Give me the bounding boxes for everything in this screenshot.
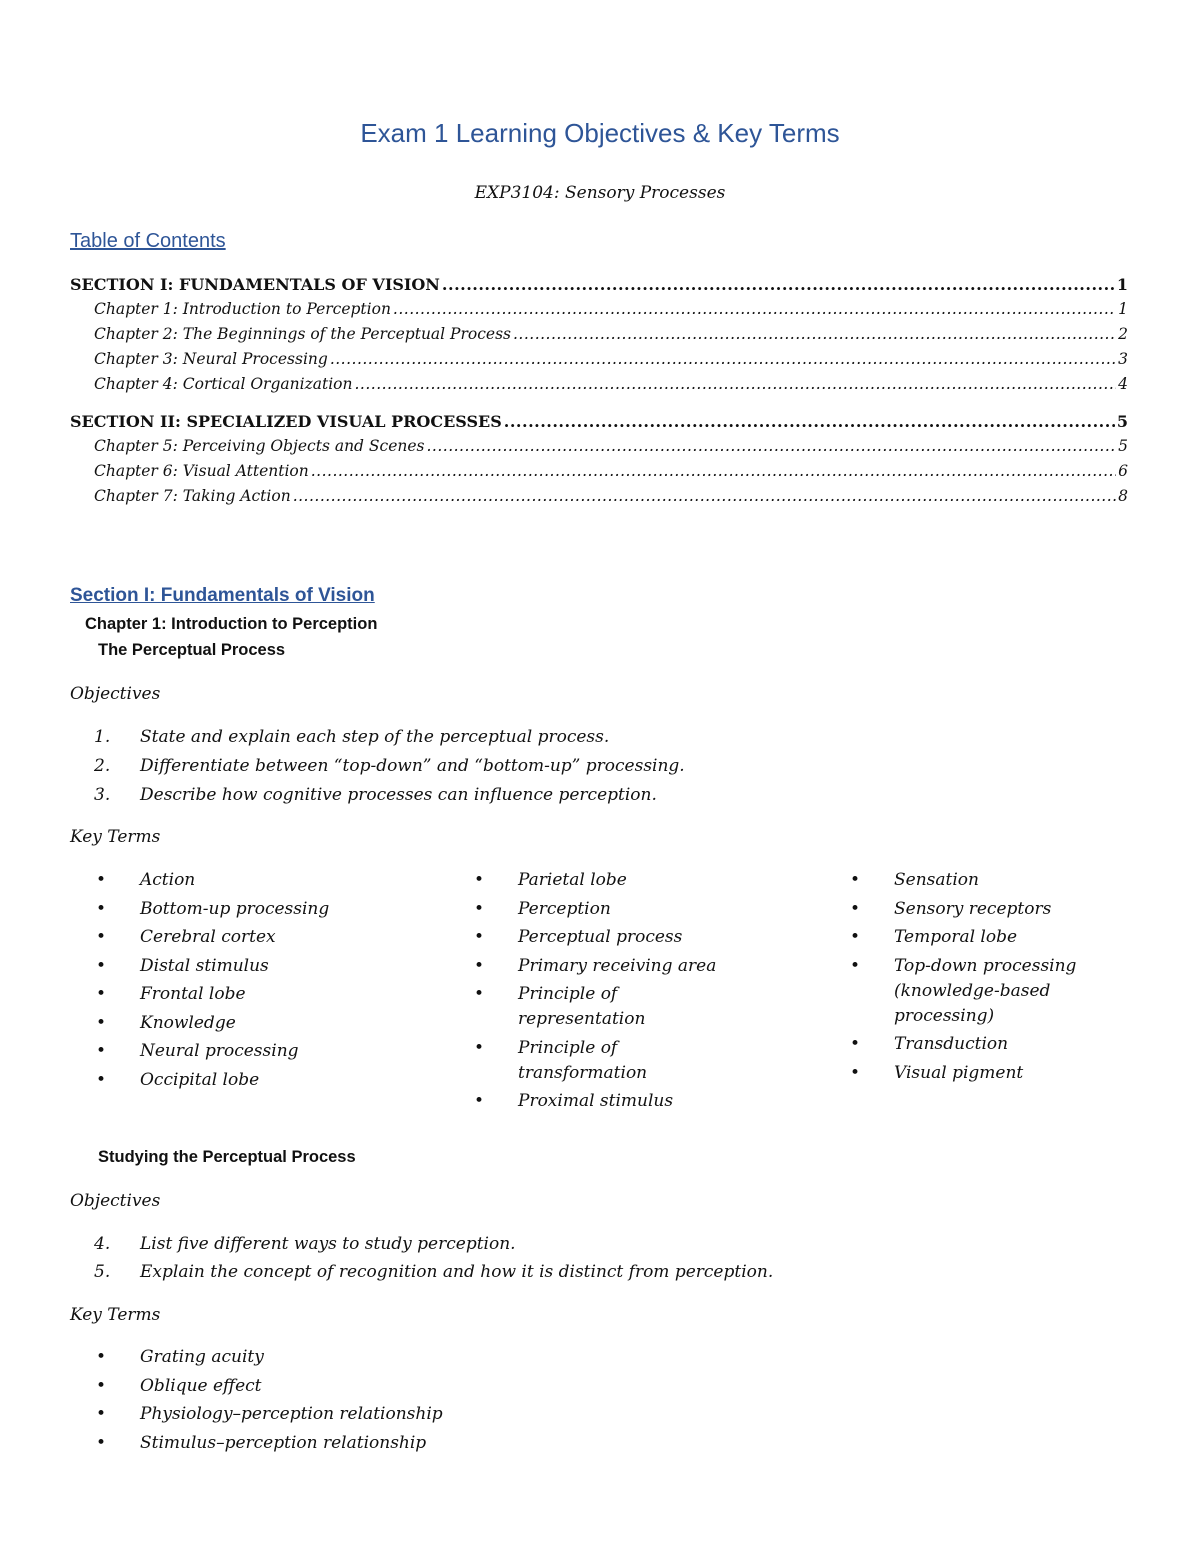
toc-leader xyxy=(330,350,1116,368)
toc-chapter-3[interactable] xyxy=(94,350,1128,368)
toc-page-number: 6 xyxy=(1118,462,1128,480)
toc-page-number: 4 xyxy=(1118,375,1128,393)
toc-section-1[interactable] xyxy=(70,275,1128,294)
subsection-heading: The Perceptual Process xyxy=(98,641,286,659)
objective-text: State and explain each step of the perceptual process. xyxy=(140,727,610,747)
key-term: • Parietal lobe xyxy=(472,868,742,893)
objective-number: 4. xyxy=(94,1234,111,1254)
toc-chapter-label: Chapter 3: Neural Processing xyxy=(94,350,328,368)
objective-text: Differentiate between “top-down” and “bottom-up” processing. xyxy=(140,756,685,776)
toc-chapter-label: Chapter 6: Visual Attention xyxy=(94,462,309,480)
key-term: • Transduction xyxy=(848,1032,1108,1057)
toc-leader xyxy=(311,462,1116,480)
toc-section-label: SECTION I: FUNDAMENTALS OF VISION xyxy=(70,275,440,294)
objective-item xyxy=(94,1262,773,1282)
key-term: • Top-down processing (knowledge-based processing) xyxy=(848,954,1094,1029)
objectives-label: Objectives xyxy=(70,684,161,704)
toc-chapter-7[interactable] xyxy=(94,487,1128,505)
key-terms-label: Key Terms xyxy=(70,827,161,847)
toc-section-label: SECTION II: SPECIALIZED VISUAL PROCESSES xyxy=(70,412,502,431)
key-term: • Stimulus–perception relationship xyxy=(94,1431,594,1456)
toc-chapter-label: Chapter 4: Cortical Organization xyxy=(94,375,353,393)
toc-heading[interactable]: Table of Contents xyxy=(70,230,226,252)
document-title: Exam 1 Learning Objectives & Key Terms xyxy=(360,118,840,148)
key-term: • Oblique effect xyxy=(94,1374,594,1399)
toc-chapter-label: Chapter 7: Taking Action xyxy=(94,487,291,505)
objective-number: 1. xyxy=(94,727,111,747)
course-subtitle: EXP3104: Sensory Processes xyxy=(474,183,726,203)
key-term: • Neural processing xyxy=(94,1039,434,1064)
key-term: • Visual pigment xyxy=(848,1061,1108,1086)
objective-item xyxy=(94,727,609,747)
key-terms-column-3 xyxy=(848,868,1108,1086)
toc-page-number: 2 xyxy=(1118,325,1128,343)
toc-page-number: 8 xyxy=(1118,487,1128,505)
objective-number: 3. xyxy=(94,785,111,805)
objective-number: 2. xyxy=(94,756,111,776)
chapter-heading: Chapter 1: Introduction to Perception xyxy=(85,615,378,633)
toc-page-number: 1 xyxy=(1116,275,1128,294)
toc-chapter-4[interactable] xyxy=(94,375,1128,393)
objective-text: Explain the concept of recognition and how it is distinct from perception. xyxy=(140,1262,774,1282)
key-term: • Principle of representation xyxy=(472,982,668,1032)
toc-section-2[interactable] xyxy=(70,412,1128,431)
objective-text: Describe how cognitive processes can influence perception. xyxy=(140,785,657,805)
objective-item xyxy=(94,756,685,776)
toc-chapter-label: Chapter 1: Introduction to Perception xyxy=(94,300,391,318)
key-term: • Distal stimulus xyxy=(94,954,434,979)
key-term: • Grating acuity xyxy=(94,1345,594,1370)
key-term: • Perception xyxy=(472,897,742,922)
key-terms-list xyxy=(94,1345,594,1456)
key-term: • Knowledge xyxy=(94,1011,434,1036)
key-terms-label: Key Terms xyxy=(70,1305,161,1325)
objective-item xyxy=(94,785,657,805)
key-term: • Proximal stimulus xyxy=(472,1089,742,1114)
toc-page-number: 5 xyxy=(1116,412,1128,431)
key-term: • Primary receiving area xyxy=(472,954,742,979)
toc-leader xyxy=(393,300,1116,318)
toc-page-number: 5 xyxy=(1118,437,1128,455)
toc-chapter-2[interactable] xyxy=(94,325,1128,343)
objective-item xyxy=(94,1234,516,1254)
key-term: • Sensation xyxy=(848,868,1108,893)
toc-leader xyxy=(504,412,1115,431)
objective-text: List five different ways to study perception. xyxy=(140,1234,516,1254)
key-term: • Principle of transformation xyxy=(472,1036,668,1086)
toc-leader xyxy=(426,437,1116,455)
key-term: • Temporal lobe xyxy=(848,925,1108,950)
key-term: • Perceptual process xyxy=(472,925,742,950)
toc-chapter-1[interactable] xyxy=(94,300,1128,318)
toc-chapter-5[interactable] xyxy=(94,437,1128,455)
section-heading[interactable]: Section I: Fundamentals of Vision xyxy=(70,585,375,606)
toc-page-number: 3 xyxy=(1118,350,1128,368)
toc-leader xyxy=(354,375,1116,393)
toc-leader xyxy=(442,275,1115,294)
key-term: • Sensory receptors xyxy=(848,897,1108,922)
toc-chapter-label: Chapter 2: The Beginnings of the Perceptual Process xyxy=(94,325,511,343)
toc-chapter-label: Chapter 5: Perceiving Objects and Scenes xyxy=(94,437,425,455)
toc-page-number: 1 xyxy=(1118,300,1128,318)
objectives-label: Objectives xyxy=(70,1191,161,1211)
key-term: • Frontal lobe xyxy=(94,982,434,1007)
toc-chapter-6[interactable] xyxy=(94,462,1128,480)
toc-leader xyxy=(293,487,1116,505)
key-term: • Action xyxy=(94,868,434,893)
objective-number: 5. xyxy=(94,1262,111,1282)
key-term: • Occipital lobe xyxy=(94,1068,434,1093)
key-terms-column-2 xyxy=(472,868,742,1114)
key-term: • Bottom-up processing xyxy=(94,897,434,922)
subsection-heading: Studying the Perceptual Process xyxy=(98,1148,356,1166)
toc-leader xyxy=(513,325,1116,343)
key-terms-column-1 xyxy=(94,868,434,1093)
key-term: • Cerebral cortex xyxy=(94,925,434,950)
key-term: • Physiology–perception relationship xyxy=(94,1402,594,1427)
